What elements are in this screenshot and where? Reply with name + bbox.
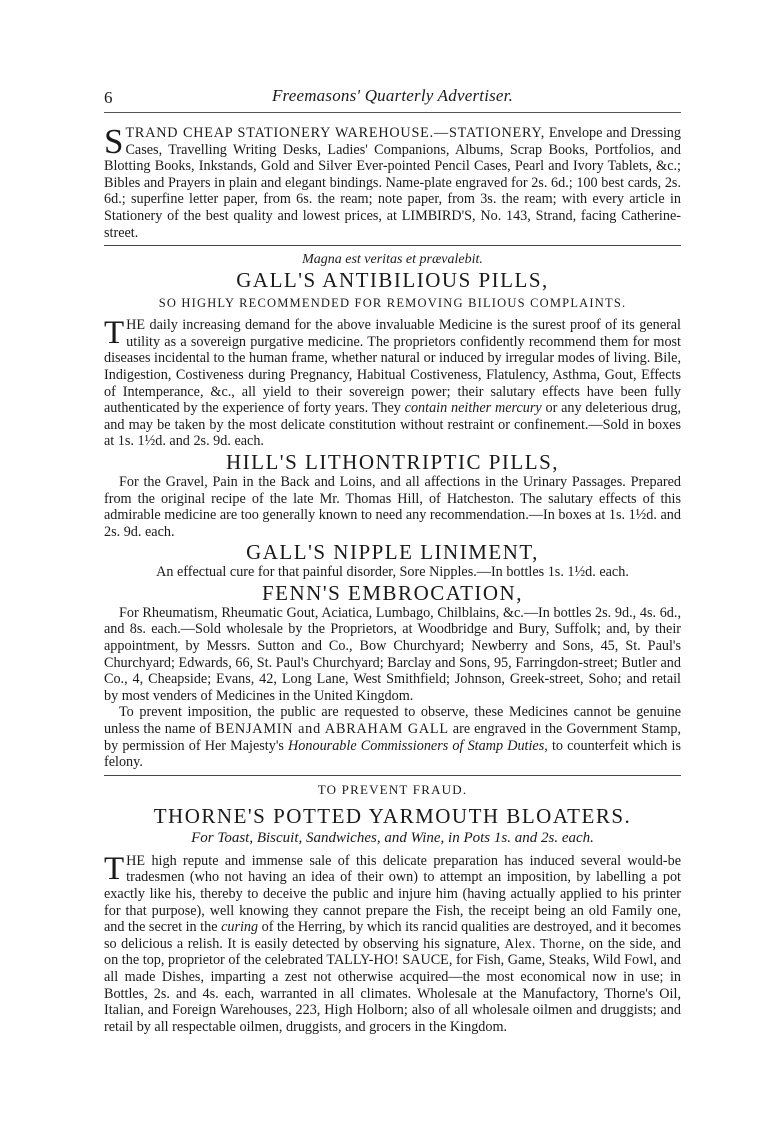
advertisement-title: THORNE'S POTTED YARMOUTH BLOATERS.	[153, 803, 632, 828]
advertisement-title: FENN'S EMBROCATION,	[262, 580, 523, 605]
body-text: HE high repute and immense sale of this delicate preparation has induced several would-be tradesmen (who not having an idea of their own) to attempt an imposition, by labelling a pot exactly like his, thereby to deceive the public and injure him (having actually applied to his printer for that purpose), well knowing they cannot prepare the Fish, the receipt being an old Family one, and the secret in the	[104, 852, 681, 936]
fenns-notice-paragraph	[104, 704, 681, 770]
advertisement-title: GALL'S NIPPLE LINIMENT,	[246, 540, 539, 565]
advertisement-title: HILL'S LITHONTRIPTIC PILLS,	[225, 449, 559, 474]
hills-pills-advertisement	[104, 450, 681, 540]
latin-motto: Magna est veritas et prævalebit.	[302, 252, 483, 268]
advertisement-tagline: For Toast, Biscuit, Sandwiches, and Wine, in Pots 1s. and 2s. each.	[191, 829, 594, 846]
italic-text: curing	[221, 919, 259, 936]
italic-text: Honourable Commissioners of Stamp Duties	[288, 737, 545, 754]
nipple-liniment-paragraph: An effectual cure for that painful disorder, Sore Nipples.—In bottles 1s. 1½d. each.	[156, 564, 629, 581]
dropcap: T	[104, 315, 125, 352]
running-header	[104, 86, 681, 113]
advertisement-title: GALL'S ANTIBILIOUS PILLS,	[236, 268, 549, 293]
advertisement-kicker: TO PREVENT FRAUD.	[317, 781, 468, 797]
nipple-liniment-advertisement	[104, 540, 681, 581]
divider-rule	[104, 775, 681, 776]
dropcap: S	[104, 122, 124, 161]
stationery-advertisement	[104, 122, 681, 241]
page	[104, 86, 681, 1035]
body-text: of the Herring, by which its rancid qualities are destroyed, and it becomes so delicious a relish. It is easily detected by observing his signature,	[104, 919, 681, 952]
stationery-lead: TRAND CHEAP STATIONERY WAREHOUSE.—STATIONERY,	[125, 125, 546, 141]
thornes-bloaters-advertisement	[104, 782, 681, 1036]
signature-text: Alex. Thorne	[504, 935, 581, 951]
galls-pills-advertisement	[104, 252, 681, 450]
body-text: HE daily increasing demand for the above invaluable Medicine is the surest proof of its general utility as a sovereign purgative medicine. The proprietors confidently recommend them for most diseases incidental to the human frame, whether natural or induced by irregular modes of living. Bile, Indigestion, Costiveness during Pregnancy, Habitual Costiveness, Flatulency, Asthma, Gout, Effects of Intemperance, &c., all yield to their sovereign power; their salutary effects have been fully authenticated by the experience of forty years. They	[104, 317, 681, 417]
italic-text: contain neither mercury	[404, 400, 542, 417]
hills-pills-paragraph: For the Gravel, Pain in the Back and Loins, and all affections in the Urinary Passages. Prepared from the original recipe of the late Mr. Thomas Hill, of Hatcheston. The salutary effects of this admirable medicine are too generally known to need any recommendation.—In boxes at 1s. 1½d. and 2s. 9d. each.	[104, 473, 681, 540]
body-text: , on the side, and on the top, proprietor of the celebrated TALLY-HO! SAUCE, for Fish, Game, Steaks, Wild Fowl, and all made Dishes, imparting a zest not otherwise acquired—the most economical now in use; in Bottles, 2s. and 4s. each, warranted in all climates. Wholesale at the Manufactory, Thorne's Oil, Italian, and Foreign Warehouses, 223, High Holborn; also of all wholesale oilmen and druggists; and retail by all respectable oilmen, druggists, and grocers in the Kingdom.	[104, 935, 682, 1035]
stationery-paragraph	[104, 122, 681, 241]
thornes-paragraph	[104, 850, 682, 1036]
body-text: are engraved in the Government Stamp, by permission of Her Majesty's	[104, 721, 681, 754]
fenns-paragraph: For Rheumatism, Rheumatic Gout, Aciatica, Lumbago, Chilblains, &c.—In bottles 2s. 9d., 4s. 6d., and 8s. each.—Sold wholesale by the Proprietors, at Woodbridge and Bury, Suffolk; and, by their appointment, by Messrs. Sutton and Co., Bow Churchyard; Newberry and Sons, 45, St. Paul's Churchyard; Edwards, 66, St. Paul's Churchyard; Barclay and Sons, 95, Farringdon-street; Butler and Co., 4, Cheapside; Evans, 42, Long Lane, West Smithfield; Johnson, Greek-street, Soho; and retail by most venders of Medicines in the United Kingdom.	[104, 604, 681, 704]
body-text: or any deleterious drug, and may be taken by the most delicate constitution without restraint or confinement.—Sold in boxes at 1s. 1½d. and 2s. 9d. each.	[104, 400, 681, 450]
stationery-body: Envelope and Dressing Cases, Travelling Writing Desks, Ladies' Companions, Albums, Scrap Books, Portfolios, and Blotting Books, Inkstands, Gold and Silver Ever-pointed Pencil Cases, Pearl and Ivory Tablets, &c.; Bibles and Prayers in plain and elegant bindings. Name-plate engraved for 2s. 6d.; 100 best cards, 2s. 6d.; superfine letter paper, from 6s. the ream; note paper, from 3s. the ream; with every article in Stationery of the best quality and lowest prices, at LIMBIRD'S, No. 143, Strand, facing Catherine-street.	[104, 125, 681, 241]
proprietor-names: BENJAMIN and ABRAHAM GALL	[215, 721, 449, 738]
dropcap: T	[104, 850, 125, 887]
page-number: 6	[104, 88, 113, 107]
body-text: To prevent imposition, the public are requested to observe, these Medicines cannot be genuine unless the name of	[104, 704, 681, 738]
galls-pills-paragraph	[104, 317, 681, 450]
body-text: , to counterfeit which is felony.	[104, 737, 681, 771]
advertisement-subtitle: SO HIGHLY RECOMMENDED FOR REMOVING BILIOUS COMPLAINTS.	[158, 296, 627, 311]
divider-rule	[104, 245, 681, 246]
running-title: Freemasons' Quarterly Advertiser.	[271, 86, 514, 105]
fenns-embrocation-advertisement	[104, 581, 681, 771]
